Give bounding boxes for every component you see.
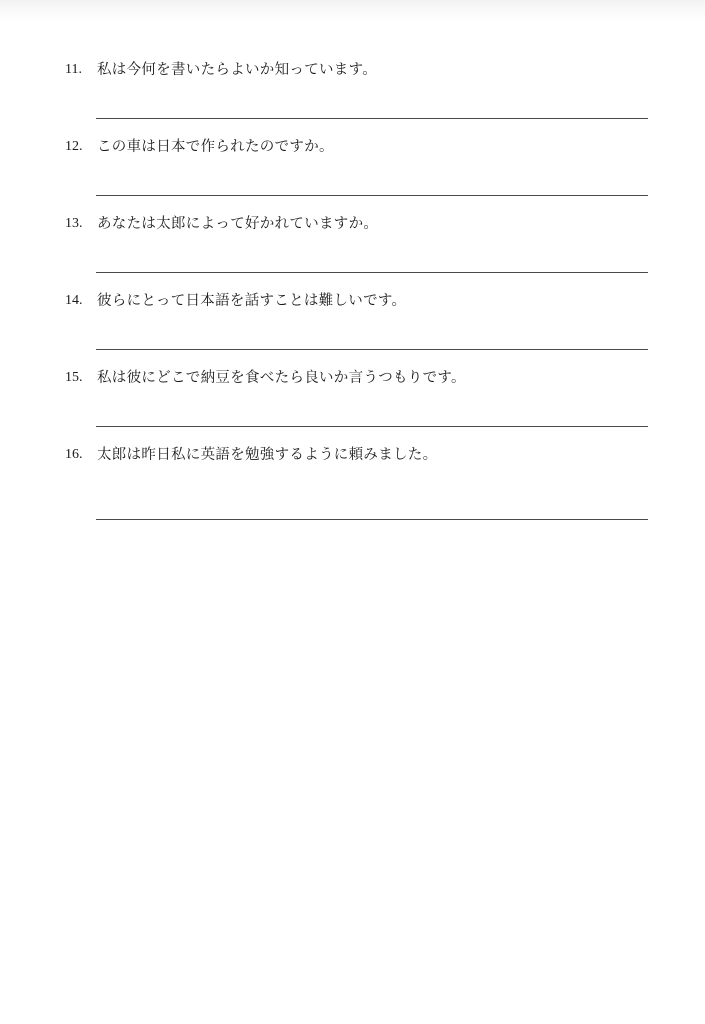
- page-top-edge: [0, 0, 705, 22]
- question-number: 14.: [65, 293, 83, 308]
- answer-line: [96, 519, 648, 520]
- answer-line: [96, 349, 648, 350]
- answer-line: [96, 426, 648, 427]
- question-text: 私は今何を書いたらよいか知っています。: [97, 62, 378, 78]
- question-text: 私は彼にどこで納豆を食べたら良いか言うつもりです。: [97, 370, 466, 386]
- question-text: 太郎は昨日私に英語を勉強するように頼みました。: [97, 447, 438, 463]
- question-number: 15.: [65, 370, 83, 385]
- question-number: 12.: [65, 139, 83, 154]
- answer-line: [96, 195, 648, 196]
- question-text: あなたは太郎によって好かれていますか。: [97, 216, 379, 232]
- question-number: 11.: [65, 62, 82, 77]
- answer-line: [96, 272, 648, 273]
- question-number: 13.: [65, 216, 83, 231]
- question-text: 彼らにとって日本語を話すことは難しいです。: [97, 293, 407, 309]
- question-number: 16.: [65, 447, 83, 462]
- answer-line: [96, 118, 648, 119]
- question-text: この車は日本で作られたのですか。: [97, 139, 334, 155]
